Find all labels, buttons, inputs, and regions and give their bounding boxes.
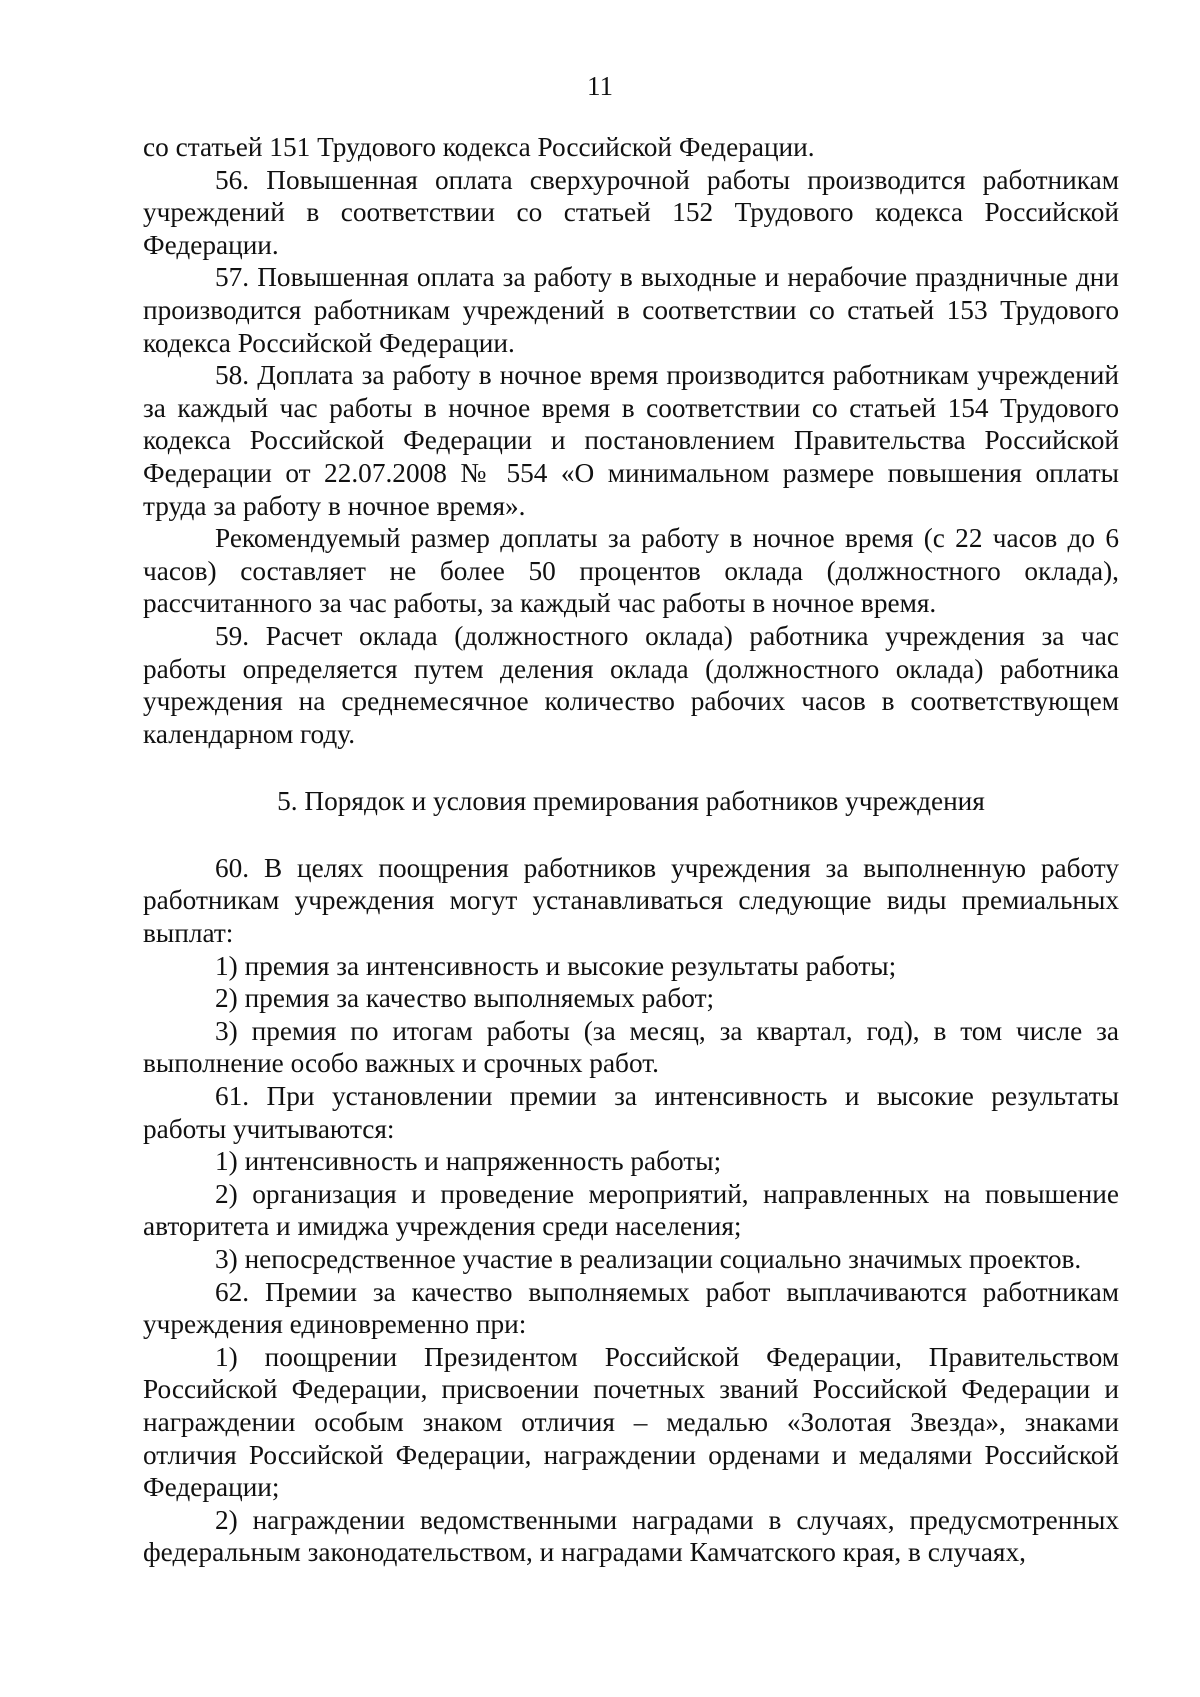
list-item-60-3: 3) премия по итогам работы (за месяц, за квартал, год), в том числе за выполнение особо важных и срочных работ. xyxy=(143,1015,1119,1079)
document-body xyxy=(143,131,1119,1569)
paragraph-58-recommendation: Рекомендуемый размер доплаты за работу в ночное время (с 22 часов до 6 часов) составляет не более 50 процентов оклада (должностного оклада), рассчитанного за час работы, за каждый час работы в ночное время. xyxy=(143,523,1119,619)
paragraph-61: 61. При установлении премии за интенсивность и высокие результаты работы учитываются: xyxy=(143,1081,1119,1144)
paragraph-56: 56. Повышенная оплата сверхурочной работы производится работникам учреждений в соответствии со статьей 152 Трудового кодекса Российской Федерации. xyxy=(143,164,1119,260)
paragraph-62: 62. Премии за качество выполняемых работ выплачиваются работникам учреждения единовременно при: xyxy=(143,1276,1119,1340)
list-item-61-1: 1) интенсивность и напряженность работы; xyxy=(215,1146,722,1177)
paragraph-continuation: со статьей 151 Трудового кодекса Российской Федерации. xyxy=(143,132,815,162)
list-item-61-2: 2) организация и проведение мероприятий, направленных на повышение авторитета и имиджа учреждения среди населения; xyxy=(143,1178,1119,1242)
paragraph-57: 57. Повышенная оплата за работу в выходные и нерабочие праздничные дни производится работникам учреждений в соответствии со статьей 153 Трудового кодекса Российской Федерации. xyxy=(143,262,1119,358)
page-number: 11 xyxy=(587,71,613,101)
list-item-60-2: 2) премия за качество выполняемых работ; xyxy=(215,983,715,1014)
list-item-62-2: 2) награждении ведомственными наградами в случаях, предусмотренных федеральным законодательством, и наградами Камчатского края, в случаях, xyxy=(143,1504,1119,1568)
paragraph-59: 59. Расчет оклада (должностного оклада) работника учреждения за час работы определяется путем деления оклада (должностного оклада) работника учреждения на среднемесячное количество рабочих часов в соответствующем календарном году. xyxy=(143,620,1119,749)
section-heading: 5. Порядок и условия премирования работников учреждения xyxy=(277,786,985,817)
list-item-61-3: 3) непосредственное участие в реализации социально значимых проектов. xyxy=(215,1244,1082,1274)
paragraph-60: 60. В целях поощрения работников учреждения за выполненную работу работникам учреждения могут устанавливаться следующие виды премиальных выплат: xyxy=(143,852,1119,949)
paragraph-58: 58. Доплата за работу в ночное время производится работникам учреждений за каждый час работы в ночное время в соответствии со статьей 154 Трудового кодекса Российской Федерации и постановлением Правительства Российской Федерации от 22.07.2008 № 554 «О минимальном размере повышения оплаты труда за работу в ночное время». xyxy=(143,360,1119,521)
list-item-62-1: 1) поощрении Президентом Российской Федерации, Правительством Российской Федерации, присвоении почетных званий Российской Федерации и награждении особым знаком отличия – медалью «Золотая Звезда», знаками отличия Российской Федерации, награждении орденами и медалями Российской Федерации; xyxy=(143,1341,1119,1503)
list-item-60-1: 1) премия за интенсивность и высокие результаты работы; xyxy=(215,950,897,981)
